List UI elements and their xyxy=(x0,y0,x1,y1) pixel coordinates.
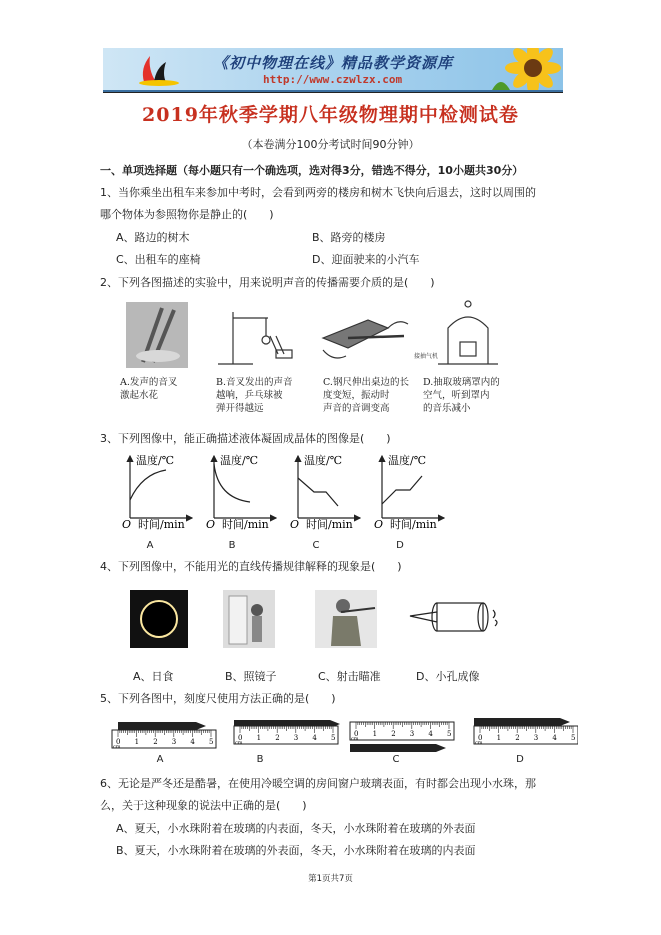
ruler-figure-c xyxy=(350,722,454,752)
temperature-graph-a xyxy=(122,453,192,531)
q3-label-d: D xyxy=(396,540,404,551)
q1-stem-line1: 1、当你乘坐出租车来参加中考时，会看到两旁的楼房和树木飞快向后退去，这时以周围的 xyxy=(100,186,536,199)
x-axis-label: 时间/min xyxy=(390,518,437,531)
page-subtitle: （本卷满分100分考试时间90分钟） xyxy=(241,138,420,151)
q3-graphs xyxy=(120,452,450,532)
q4-stem: 4、下列图像中，不能用光的直线传播规律解释的现象是( ) xyxy=(100,560,402,573)
ruler-tick-label: 1 xyxy=(134,738,140,746)
ruler-tick-label: 3 xyxy=(533,734,539,742)
bell-jar-diagram xyxy=(438,301,498,364)
ruler-tick-label: 4 xyxy=(428,730,433,738)
ruler-tick-label: 5 xyxy=(571,734,576,742)
q4-option-b: B、照镜子 xyxy=(225,670,277,683)
x-axis-label: 时间/min xyxy=(306,518,353,531)
q5-label-b: B xyxy=(256,754,264,765)
origin-label: O xyxy=(122,518,132,531)
q4-option-a: A、日食 xyxy=(133,670,174,683)
ruler-tick-label: 1 xyxy=(372,730,378,738)
q6-stem-line1: 6、无论是严冬还是酷暑，在使用冷暖空调的房间窗户玻璃表面，有时都会出现小水珠，那 xyxy=(100,777,536,790)
pinhole-camera-image xyxy=(410,603,497,631)
q2-caption-b: B.音叉发出的声音 越响，乒乓球被 弹开得越远 xyxy=(216,377,293,414)
y-axis-label: 温度/℃ xyxy=(388,454,427,467)
x-axis-label: 时间/min xyxy=(222,518,269,531)
x-axis-label: 时间/min xyxy=(138,518,185,531)
temperature-graph-b xyxy=(206,453,276,531)
ruler-tick-label: 4 xyxy=(190,738,195,746)
q5-label-c: C xyxy=(392,754,400,765)
ruler-tick-label: 3 xyxy=(293,734,299,742)
q1-stem-line2: 哪个物体为参照物你是静止的( ) xyxy=(100,208,274,221)
tuning-fork-ball-diagram xyxy=(218,312,292,364)
measured-object xyxy=(350,744,446,752)
sunflower-icon xyxy=(483,48,563,92)
temperature-curve xyxy=(382,476,422,504)
ruler-tick-label: 4 xyxy=(312,734,317,742)
ruler-tick-label: 3 xyxy=(409,730,415,738)
ruler-tick-label: 0 xyxy=(354,730,359,738)
temperature-curve xyxy=(298,478,338,506)
q4-option-c: C、射击瞄准 xyxy=(318,670,381,683)
ruler-tick-label: 2 xyxy=(515,734,520,742)
q3-label-b: B xyxy=(228,540,236,551)
ruler-tick-label: 0 xyxy=(238,734,243,742)
q1-option-d: D、迎面驶来的小汽车 xyxy=(312,253,420,266)
q5-label-d: D xyxy=(516,754,524,765)
ruler-figure-d xyxy=(474,718,578,746)
page-footer: 第1页共7页 xyxy=(308,874,353,884)
ruler-tick-label: 1 xyxy=(256,734,262,742)
ruler-figure-a xyxy=(112,722,216,750)
q3-label-a: A xyxy=(146,540,154,551)
ruler-tick-label: 5 xyxy=(447,730,452,738)
q2-stem: 2、下列各图描述的实验中，用来说明声音的传播需要介质的是( ) xyxy=(100,276,435,289)
ruler-tick-label: 0 xyxy=(478,734,483,742)
ruler-unit: cm xyxy=(113,744,121,750)
origin-label: O xyxy=(206,518,216,531)
temperature-curve xyxy=(130,470,166,500)
ruler-tick-label: 4 xyxy=(552,734,557,742)
ruler-tick-label: 2 xyxy=(275,734,280,742)
ruler xyxy=(474,726,578,744)
origin-label: O xyxy=(374,518,384,531)
page-title: 2019年秋季学期八年级物理期中检测试卷 xyxy=(142,104,519,126)
measured-object xyxy=(118,722,206,730)
ruler xyxy=(350,722,454,740)
ruler-tick-label: 5 xyxy=(331,734,336,742)
measured-object xyxy=(474,718,570,726)
logo-icon xyxy=(136,52,182,86)
q2-figures xyxy=(118,298,518,372)
q6-stem-line2: 么，关于这种现象的说法中正确的是( ) xyxy=(100,799,307,812)
temperature-graph-c xyxy=(290,453,360,531)
q1-option-c: C、出租车的座椅 xyxy=(116,253,201,266)
ruler-tick-label: 1 xyxy=(496,734,502,742)
q5-stem: 5、下列各图中，刻度尺使用方法正确的是( ) xyxy=(100,692,336,705)
q2-caption-d: D.抽取玻璃罩内的 空气，听到罩内 的音乐减小 xyxy=(423,377,500,414)
pump-label: 接抽气机 xyxy=(414,353,439,360)
y-axis-label: 温度/℃ xyxy=(220,454,259,467)
q5-label-a: A xyxy=(156,754,164,765)
q2-caption-a: A.发声的音叉 激起水花 xyxy=(120,377,178,401)
q4-option-d: D、小孔成像 xyxy=(416,670,480,683)
y-axis-label: 温度/℃ xyxy=(304,454,343,467)
ruler-tick-label: 3 xyxy=(171,738,177,746)
q2-caption-c: C.钢尺伸出桌边的长 度变短，振动时 声音的音调变高 xyxy=(323,377,409,414)
steel-ruler-diagram xyxy=(323,320,408,358)
temperature-graph-d xyxy=(374,453,444,531)
q5-rulers xyxy=(108,712,578,756)
ruler-tick-label: 2 xyxy=(391,730,396,738)
banner-url: http://www.czwlzx.com xyxy=(263,73,403,86)
origin-label: O xyxy=(290,518,300,531)
q1-option-a: A、路边的树木 xyxy=(116,231,190,244)
header-banner xyxy=(103,48,563,92)
q6-option-b: B、夏天，小水珠附着在玻璃的外表面，冬天，小水珠附着在玻璃的内表面 xyxy=(116,844,476,857)
q3-label-c: C xyxy=(312,540,320,551)
ruler-figure-b xyxy=(234,720,340,746)
ruler-tick-label: 0 xyxy=(116,738,121,746)
ruler-tick-label: 2 xyxy=(153,738,158,746)
ruler-unit: cm xyxy=(351,736,359,742)
y-axis-label: 温度/℃ xyxy=(136,454,175,467)
q4-images xyxy=(125,588,505,650)
ruler-tick-label: 5 xyxy=(209,738,214,746)
q1-option-b: B、路旁的楼房 xyxy=(312,231,386,244)
ruler-unit: cm xyxy=(235,740,243,746)
temperature-curve xyxy=(214,464,250,502)
q3-stem: 3、下列图像中，能正确描述液体凝固成晶体的图像是( ) xyxy=(100,432,391,445)
ruler-unit: cm xyxy=(475,740,483,746)
banner-title: 《初中物理在线》精品教学资源库 xyxy=(213,54,454,72)
section-heading: 一、单项选择题（每小题只有一个确选项，选对得3分，错选不得分，10小题共30分） xyxy=(100,164,524,177)
q6-option-a: A、夏天，小水珠附着在玻璃的内表面，冬天，小水珠附着在玻璃的外表面 xyxy=(116,822,476,835)
